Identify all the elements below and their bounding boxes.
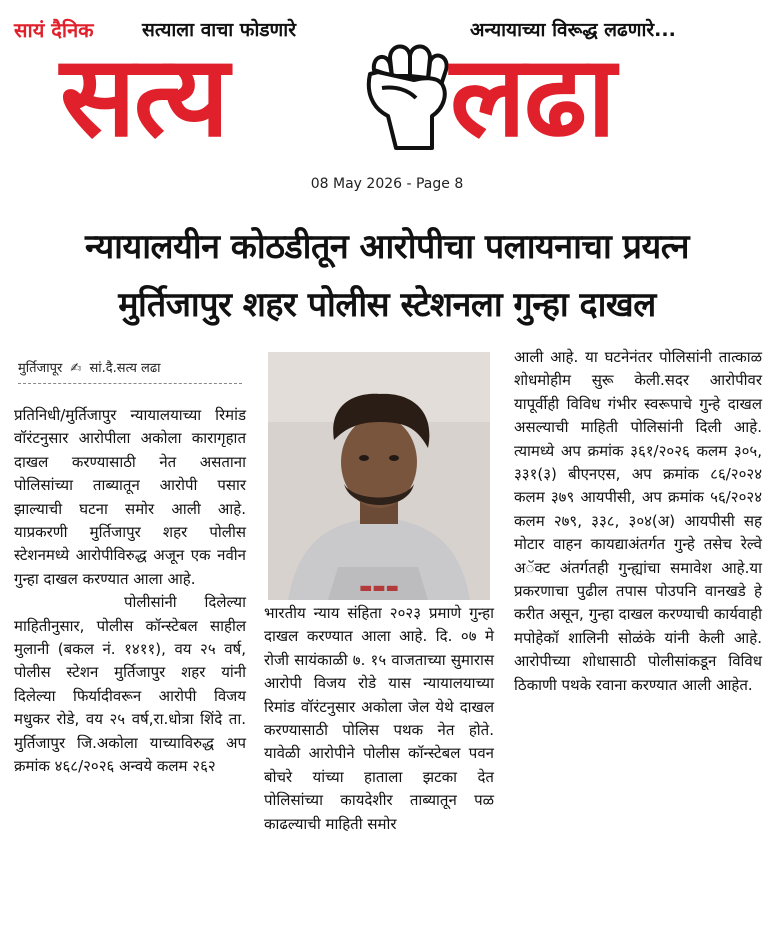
headline-line2: मुर्तिजापुर शहर पोलीस स्टेशनला गुन्हा दाखल [118, 285, 656, 325]
edition-tag: सायं दैनिक [14, 18, 94, 42]
byline [18, 358, 161, 376]
dateline: 08 May 2026 - Page 8 [310, 176, 464, 192]
byline-source: सां.दै.सत्य लढा [89, 361, 161, 376]
byline-place: मुर्तिजापूर [18, 361, 63, 376]
article-paragraph: आली आहे. या घटनेनंतर पोलिसांनी तात्काळ शोधमोहीम सुरू केली.सदर आरोपीवर यापूर्वीही विविध गंभीर स्वरूपाचे गुन्हे दाखल असल्याची माहिती पोलिसांनी दिली आहे. त्यामध्ये अप क्रमांक ३६१/२०२६ कलम ३०५, ३३१(३) बीएनएस, अप क्रमांक ८६/२०२४ कलम ३७९ आयपीसी, अप क्रमांक ५६/२०२४ कलम २७९, ३३८, ३०४(अ) आयपीसी सह मोटार वाहन कायद्याअंतर्गत गुन्हे तसेच रेल्वे अॅक्ट अंतर्गतही गुन्ह्यांचा समावेश आहे.या प्रकरणाचा पुढील तपास पोउपनि वानखडे हे करीत असून, गुन्हा दाखल करण्याची कार्यवाही मपोहेकॉ शालिनी सोळंके यांनी केली आहे. आरोपीच्या शोधासाठी पोलीसांकडून विविध ठिकाणी पथके रवाना करण्यात आली आहेत. [514, 348, 762, 694]
brand-title-part1: सत्य [60, 32, 228, 162]
article-column-2 [264, 602, 494, 836]
brand-title-part2: लढा [450, 32, 614, 162]
accused-photo [268, 352, 490, 600]
pen-icon: ✍ [70, 361, 82, 376]
tagline-right: अन्यायाच्या विरूद्ध लढणारे... [470, 19, 676, 41]
article-paragraph: भारतीय न्याय संहिता २०२३ प्रमाणे गुन्हा दाखल करण्यात आला आहे. दि. ०७ मे रोजी सायंकाळी ७. १५ वाजताच्या सुमारास आरोपी विजय रोडे यास न्यायालयाच्या रिमांड वॉरंटनुसार अकोला जेल येथे दाखल करण्यासाठी पोलिस पथक नेत होते. यावेळी आरोपीने पोलीस कॉन्स्टेबल पवन बोचरे यांच्या हाताला झटका देत पोलिसांच्या कायदेशीर ताब्यातून पळ काढल्याची माहिती समोर [264, 604, 494, 833]
raised-fist-icon [352, 36, 460, 154]
article-paragraph: प्रतिनिधी/मुर्तिजापुर न्यायालयाच्या रिमांड वॉरंटनुसार आरोपीला अकोला कारागृहात दाखल करण्यासाठी नेत असताना पोलिसांच्या ताब्यातून आरोपी पसार झाल्याची घटना समोर आली आहे. याप्रकरणी मुर्तिजापुर शहर पोलीस स्टेशनमध्ये आरोपीविरुद्ध अजून एक नवीन गुन्हा दाखल करण्यात आला आहे. [14, 406, 246, 588]
portrait-image [268, 352, 490, 600]
article-column-3 [514, 346, 762, 697]
byline-divider [18, 383, 242, 384]
article-column-1 [14, 404, 246, 779]
article-paragraph: पोलीसांनी दिलेल्या माहितीनुसार, पोलीस कॉन्स्टेबल साहील मुलानी (बकल नं. १४११), वय २५ वर्ष, पोलीस स्टेशन मुर्तिजापुर शहर यांनी दिलेल्या फिर्यादीवरून आरोपी विजय मधुकर रोडे, वय २५ वर्ष,रा.धोत्रा शिंदे ता. मुर्तिजापुर जि.अकोला याच्याविरुद्ध अप क्रमांक ४६८/२०२६ अन्वये कलम २६२ [14, 593, 246, 776]
svg-text:▬▬▬: ▬▬▬ [359, 580, 399, 596]
tagline-left: सत्याला वाचा फोडणारे [142, 19, 296, 41]
headline-line1: न्यायालयीन कोठडीतून आरोपीचा पलायनाचा प्रयत्न [84, 227, 690, 267]
masthead [0, 0, 774, 170]
